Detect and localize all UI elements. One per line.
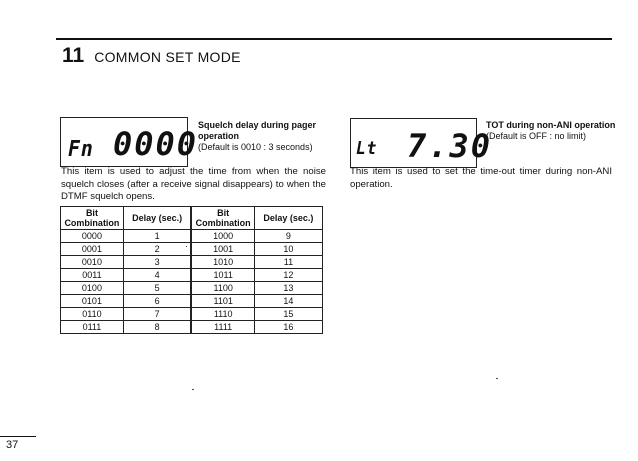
tot-description: This item is used to set the time-out timer during non-ANI operation.: [350, 166, 612, 190]
cell: 0000: [61, 230, 124, 243]
cell: 1100: [191, 282, 254, 295]
cell: 1000: [191, 230, 254, 243]
cell: 9: [254, 230, 322, 243]
lcd-indicator: Lt: [356, 138, 378, 159]
squelch-delay-heading: [198, 120, 338, 153]
cell: 2: [123, 243, 191, 256]
col-header: Bit Combination: [191, 207, 254, 230]
page-number: 37: [6, 439, 19, 451]
squelch-delay-description: This item is used to adjust the time from when the noise squelch closes (after a receive signal disappears) to when the DTMF squelch opens.: [61, 166, 326, 202]
top-rule: [56, 38, 612, 40]
lcd-value: 7.30: [407, 127, 493, 165]
page-rule: [0, 436, 36, 437]
cell: 14: [254, 295, 322, 308]
heading-default: (Default is 0010 : 3 seconds): [198, 142, 313, 152]
cell: 0010: [61, 256, 124, 269]
cell: 0100: [61, 282, 124, 295]
delay-table: [60, 206, 323, 334]
lcd-indicator: Fn: [68, 137, 94, 162]
col-header: Delay (sec.): [254, 207, 322, 230]
table-row: [61, 256, 323, 269]
section-number: 11: [62, 44, 85, 67]
print-speck: [496, 378, 498, 379]
cell: 0110: [61, 308, 124, 321]
heading-title: Squelch delay during pager operation: [198, 120, 317, 141]
lcd-display-squelch-delay: [60, 117, 199, 167]
table-row: [61, 269, 323, 282]
cell: 3: [123, 256, 191, 269]
cell: 7: [123, 308, 191, 321]
cell: 0001: [61, 243, 124, 256]
cell: 12: [254, 269, 322, 282]
chapter-header: [62, 44, 241, 68]
cell: 1111: [191, 321, 254, 334]
table-row: [61, 243, 323, 256]
col-header: Bit Combination: [61, 207, 124, 230]
table-row: [61, 308, 323, 321]
heading-default: (Default is OFF : no limit): [486, 131, 587, 141]
table-row: [61, 295, 323, 308]
cell: 10: [254, 243, 322, 256]
cell: 8: [123, 321, 191, 334]
cell: 1101: [191, 295, 254, 308]
cell: 11: [254, 256, 322, 269]
cell: 1010: [191, 256, 254, 269]
cell: 15: [254, 308, 322, 321]
section-title: COMMON SET MODE: [94, 49, 241, 65]
print-speck: [192, 389, 194, 390]
print-speck: [186, 246, 187, 247]
cell: 4: [123, 269, 191, 282]
lcd-value: 0000: [113, 125, 199, 163]
cell: 0011: [61, 269, 124, 282]
cell: 0111: [61, 321, 124, 334]
cell: 1001: [191, 243, 254, 256]
table-row: [61, 230, 323, 243]
cell: 1011: [191, 269, 254, 282]
cell: 1: [123, 230, 191, 243]
table-row: [61, 282, 323, 295]
table-header-row: [61, 207, 323, 230]
col-header: Delay (sec.): [123, 207, 191, 230]
cell: 16: [254, 321, 322, 334]
cell: 13: [254, 282, 322, 295]
tot-heading: [486, 120, 626, 142]
lcd-display-tot: [350, 118, 493, 168]
heading-title: TOT during non-ANI operation: [486, 120, 616, 130]
cell: 5: [123, 282, 191, 295]
cell: 1110: [191, 308, 254, 321]
cell: 0101: [61, 295, 124, 308]
cell: 6: [123, 295, 191, 308]
table-row: [61, 321, 323, 334]
